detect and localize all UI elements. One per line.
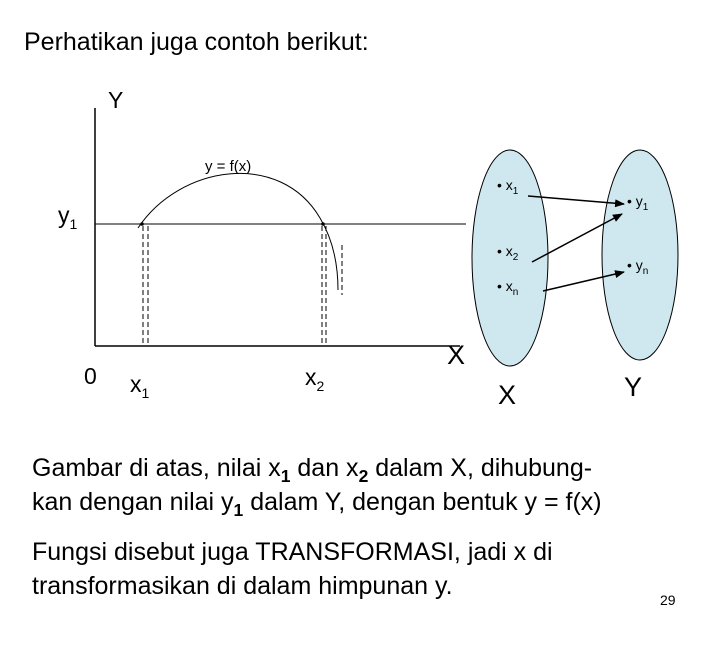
slide-title: Perhatikan juga contoh berikut:: [24, 28, 369, 56]
set-x-label: X: [498, 380, 517, 410]
paragraph-1-line-2: kan dengan nilai $y_1$ dalam Y, dengan bentuk y = f(x): [32, 488, 602, 521]
domain-point-xn: • $x_n$: [497, 278, 519, 298]
paragraph-2: [32, 535, 553, 603]
function-curve: [138, 173, 338, 290]
paragraph-2-line-2: transformasikan di dalam himpunan y.: [32, 572, 453, 600]
x2-label: $x_2$: [305, 364, 325, 394]
y1-label: $y_1$: [58, 202, 78, 232]
x1-label: $x_1$: [130, 371, 150, 401]
page-number: 29: [660, 592, 676, 608]
domain-point-x2: • $x_2$: [497, 243, 519, 263]
domain-point-x1: • $x_1$: [497, 177, 519, 197]
set-y-label: Y: [624, 372, 643, 402]
set-y-ellipse: [602, 150, 678, 360]
codomain-point-y1: • $y_1$: [627, 193, 649, 213]
paragraph-2-line-1: Fungsi disebut juga TRANSFORMASI, jadi x di: [32, 538, 553, 566]
curve-label: y = f(x): [205, 158, 252, 175]
point-x1: [140, 222, 144, 226]
origin-label: 0: [84, 363, 97, 389]
point-x2: [321, 222, 325, 226]
codomain-point-yn: • $y_n$: [627, 257, 649, 277]
paragraph-1: [32, 451, 602, 519]
paragraph-1-line-1: Gambar di atas, nilai $x_1$ dan $x_2$ dalam X, dihubung-: [32, 454, 593, 487]
y-axis-label: Y: [108, 87, 124, 113]
x-axis-label: X: [447, 340, 466, 370]
